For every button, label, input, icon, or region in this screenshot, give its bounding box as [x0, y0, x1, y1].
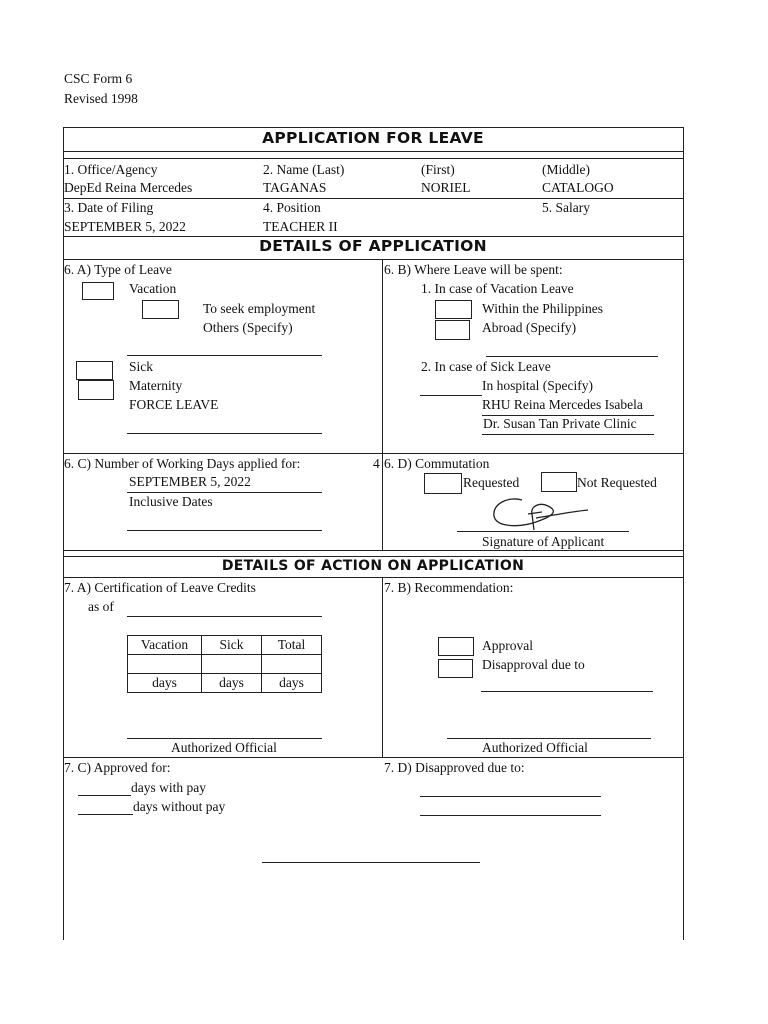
seek-employment-label: To seek employment [203, 301, 316, 316]
disapproval-label: Disapproval due to [482, 657, 585, 672]
filing-label: 3. Date of Filing [64, 200, 154, 215]
within-ph-checkbox[interactable] [435, 300, 472, 319]
sick-case-label: 2. In case of Sick Leave [421, 359, 551, 374]
others-line[interactable] [127, 355, 322, 356]
credits-unit: days [128, 674, 202, 693]
requested-checkbox[interactable] [424, 473, 462, 494]
final-signature-line[interactable] [262, 862, 480, 863]
abroad-checkbox[interactable] [435, 320, 470, 340]
sick-checkbox[interactable] [76, 361, 113, 380]
name-first-value[interactable]: NORIEL [421, 180, 471, 195]
credits-vacation-value[interactable] [128, 655, 202, 674]
credits-sick-value[interactable] [202, 655, 262, 674]
days-with-pay-label: days with pay [131, 780, 206, 795]
position-value[interactable]: TEACHER II [263, 219, 338, 234]
name-middle-label: (Middle) [542, 162, 590, 177]
form-code: CSC Form 6 [64, 71, 133, 86]
working-days-number[interactable]: 4 [373, 456, 380, 471]
seek-employment-checkbox[interactable] [142, 300, 179, 319]
filing-value[interactable]: SEPTEMBER 5, 2022 [64, 219, 186, 234]
disapproval-reason-line[interactable] [481, 691, 653, 692]
days-without-pay-label: days without pay [133, 799, 226, 814]
vacation-label: Vacation [129, 281, 177, 296]
approval-label: Approval [482, 638, 533, 653]
inclusive-dates-line[interactable] [127, 530, 322, 531]
approved-for-label: 7. C) Approved for: [64, 760, 171, 775]
applicant-signature [488, 494, 598, 534]
action-title: DETAILS OF ACTION ON APPLICATION [221, 558, 525, 574]
authorized-official-a: Authorized Official [171, 740, 277, 755]
credits-header-total: Total [262, 636, 322, 655]
signature-label: Signature of Applicant [482, 534, 605, 549]
disapproved-label: 7. D) Disapproved due to: [384, 760, 525, 775]
disapproved-line-2[interactable] [420, 815, 601, 816]
within-ph-label: Within the Philippines [482, 301, 603, 316]
type-of-leave-label: 6. A) Type of Leave [64, 262, 172, 277]
credits-header-vacation: Vacation [128, 636, 202, 655]
credits-unit: days [202, 674, 262, 693]
force-leave-line[interactable] [127, 433, 322, 434]
vacation-checkbox[interactable] [82, 282, 114, 300]
commutation-label: 6. D) Commutation [384, 456, 490, 471]
working-days-label: 6. C) Number of Working Days applied for: [64, 456, 301, 471]
hospital-value-2[interactable]: Dr. Susan Tan Private Clinic [483, 416, 637, 431]
not-requested-label: Not Requested [577, 475, 657, 490]
days-with-pay-line[interactable] [78, 795, 131, 796]
authorized-official-b: Authorized Official [482, 740, 588, 755]
maternity-checkbox[interactable] [78, 380, 114, 400]
vacation-case-label: 1. In case of Vacation Leave [421, 281, 574, 296]
recommendation-label: 7. B) Recommendation: [384, 580, 514, 595]
days-without-pay-line[interactable] [78, 814, 133, 815]
office-label: 1. Office/Agency [64, 162, 158, 177]
form-title: APPLICATION FOR LEAVE [262, 129, 484, 147]
approval-checkbox[interactable] [438, 637, 474, 656]
sick-label: Sick [129, 359, 154, 374]
working-days-date[interactable]: SEPTEMBER 5, 2022 [129, 474, 251, 489]
name-middle-value[interactable]: CATALOGO [542, 180, 614, 195]
disapproval-checkbox[interactable] [438, 659, 473, 678]
disapproved-line-1[interactable] [420, 796, 601, 797]
as-of-label: as of [88, 599, 114, 614]
not-requested-checkbox[interactable] [541, 472, 577, 492]
office-value[interactable]: DepEd Reina Mercedes [64, 180, 193, 195]
form-revision: Revised 1998 [64, 91, 138, 106]
name-last-label: 2. Name (Last) [263, 162, 345, 177]
position-label: 4. Position [263, 200, 321, 215]
leave-credits-table [127, 635, 322, 693]
maternity-label: Maternity [129, 378, 183, 393]
name-first-label: (First) [421, 162, 455, 177]
credits-total-value[interactable] [262, 655, 322, 674]
details-title: DETAILS OF APPLICATION [259, 237, 487, 255]
in-hospital-label: In hospital (Specify) [482, 378, 593, 393]
others-label: Others (Specify) [203, 320, 293, 335]
where-spent-label: 6. B) Where Leave will be spent: [384, 262, 563, 277]
certification-label: 7. A) Certification of Leave Credits [64, 580, 256, 595]
salary-label: 5. Salary [542, 200, 590, 215]
name-last-value[interactable]: TAGANAS [263, 180, 327, 195]
force-leave-label: FORCE LEAVE [129, 397, 219, 412]
abroad-label: Abroad (Specify) [482, 320, 577, 335]
requested-label: Requested [463, 475, 520, 490]
hospital-check-line[interactable] [420, 395, 482, 396]
hospital-value-1[interactable]: RHU Reina Mercedes Isabela [482, 397, 643, 412]
credits-unit: days [262, 674, 322, 693]
credits-header-sick: Sick [202, 636, 262, 655]
abroad-line[interactable] [486, 356, 658, 357]
as-of-line[interactable] [127, 616, 322, 617]
inclusive-dates-label: Inclusive Dates [129, 494, 213, 509]
